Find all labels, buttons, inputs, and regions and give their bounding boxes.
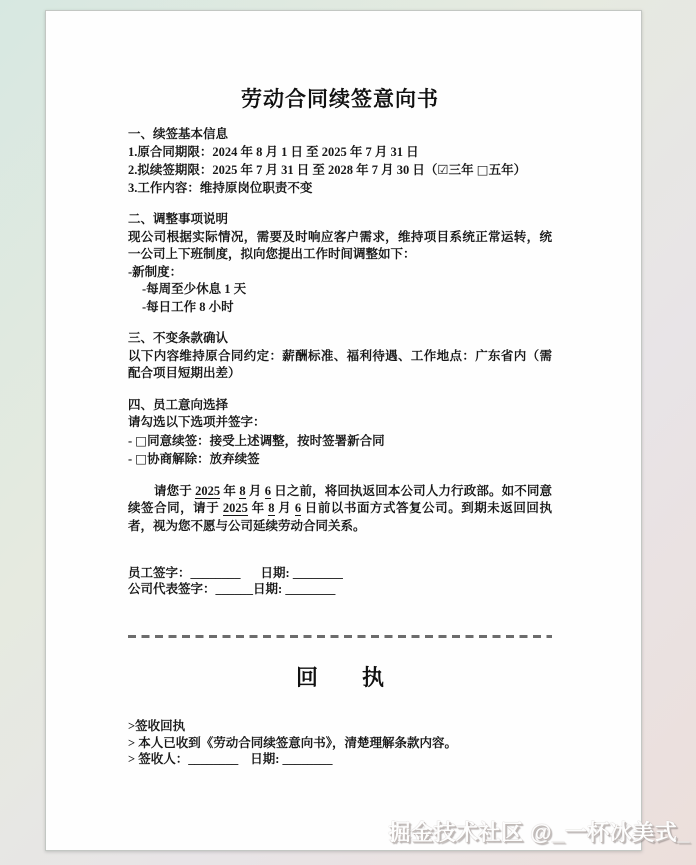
unchanged-terms-paragraph: 以下内容维持原合同约定：薪酬标准、福利待遇、工作地点：广东省内（需配合项目短期出差） — [128, 348, 552, 380]
section-adjustments — [128, 211, 552, 316]
notice-day-1: 6 — [264, 483, 271, 498]
receipt-date-blank: ________ — [282, 752, 333, 766]
option-terminate-line — [128, 450, 552, 469]
employee-date-blank: ________ — [292, 566, 343, 580]
notice-text: 月 — [274, 501, 295, 515]
document-page — [45, 10, 642, 851]
section3-heading: 三、不变条款确认 — [128, 331, 229, 345]
section4-heading: 四、员工意向选择 — [128, 397, 229, 412]
notice-text: 月 — [245, 483, 265, 498]
receipt-date-label: 日期: — [250, 752, 280, 766]
section-unchanged-terms — [128, 330, 552, 383]
receipt-sign-row — [128, 751, 552, 768]
option-agree-label: 同意续签：接受上述调整，按时签署新合同 — [147, 433, 385, 448]
watermark: 掘金技术社区 @_一杯冰美式_ — [388, 820, 690, 845]
renewal-term-text: 2.拟续签期限：2025 年 7 月 31 日 至 2028 年 7 月 30 日（ — [128, 163, 438, 177]
adjustment-paragraph: 现公司根据实际情况，需要及时响应客户需求，维持项目系统正常运转，统一公司上下班制度，拟向您提出工作时间调整如下： — [128, 229, 552, 261]
receipt-title: 回 执 — [295, 665, 384, 690]
weekly-rest-item: -每周至少休息 1 天 — [142, 282, 247, 296]
new-policy-label: -新制度： — [128, 264, 183, 279]
section2-heading: 二、调整事项说明 — [128, 212, 229, 226]
notice-year-2: 2025 — [222, 501, 248, 515]
job-content-line: 3.工作内容：维持原岗位职责不变 — [128, 180, 313, 195]
company-signature-blank: ______ — [215, 582, 254, 596]
company-date-blank: ________ — [285, 582, 336, 596]
return-notice-paragraph — [128, 483, 552, 536]
renewal-term-suffix: ） — [513, 163, 527, 177]
notice-month-1: 8 — [239, 483, 246, 498]
receipt-ack-line-2: > 本人已收到《劳动合同续签意向书》，清楚理解条款内容。 — [128, 735, 457, 750]
signature-block — [128, 565, 552, 597]
receipt-signee-blank: ________ — [188, 752, 239, 766]
checkbox-checked-icon: ☑ — [437, 162, 449, 177]
employee-signature-label: 员工签字： — [128, 566, 191, 580]
receipt-ack-line-1: >签收回执 — [128, 719, 186, 733]
notice-text: 日之前，将回执返回本公司人力行政部。如不同意续签合同，请于 — [128, 483, 552, 515]
checkbox-unchecked-icon: □ — [476, 162, 489, 177]
notice-year-1: 2025 — [195, 483, 221, 498]
employee-date-label: 日期: — [260, 566, 290, 580]
notice-day-2: 6 — [294, 501, 302, 515]
renewal-term-line — [128, 161, 552, 180]
original-contract-term-line: 1.原合同期限：2024 年 8 月 1 日 至 2025 年 7 月 31 日 — [128, 144, 419, 159]
employee-signature-row — [128, 565, 552, 581]
company-signature-row — [128, 581, 552, 597]
notice-text: 年 — [220, 483, 240, 498]
notice-text: 年 — [247, 501, 269, 515]
notice-month-2: 8 — [268, 501, 275, 515]
receipt-signee-label: > 签收人： — [128, 752, 189, 766]
term-five-years-label: 五年 — [488, 163, 514, 177]
company-signature-label: 公司代表签字： — [128, 582, 216, 596]
document-title: 劳动合同续签意向书 — [241, 88, 439, 111]
document-content — [128, 11, 552, 768]
dashed-divider — [128, 635, 552, 638]
term-three-years-label: 三年 — [448, 163, 477, 177]
option-terminate-label: 协商解除：放弃续签 — [147, 452, 260, 466]
notice-text: 请您于 — [154, 483, 196, 498]
section-employee-intent — [128, 397, 552, 469]
option-agree-dash: - — [128, 433, 136, 448]
employee-signature-blank: ________ — [190, 566, 241, 580]
notice-text: 日前以书面方式答复公司。到期未返回回执者，视为您不愿与公司延续劳动合同关系。 — [128, 501, 552, 533]
section1-heading: 一、续签基本信息 — [128, 127, 229, 141]
checkbox-unchecked-icon: □ — [135, 451, 148, 466]
intent-intro-line: 请勾选以下选项并签字： — [128, 415, 266, 429]
receipt-block — [128, 718, 552, 768]
company-date-label: 日期: — [253, 582, 283, 596]
daily-hours-item: -每日工作 8 小时 — [142, 299, 234, 314]
section-basic-info — [128, 126, 552, 197]
checkbox-unchecked-icon: □ — [135, 432, 148, 448]
option-terminate-dash: - — [128, 452, 136, 466]
option-agree-line — [128, 432, 552, 451]
